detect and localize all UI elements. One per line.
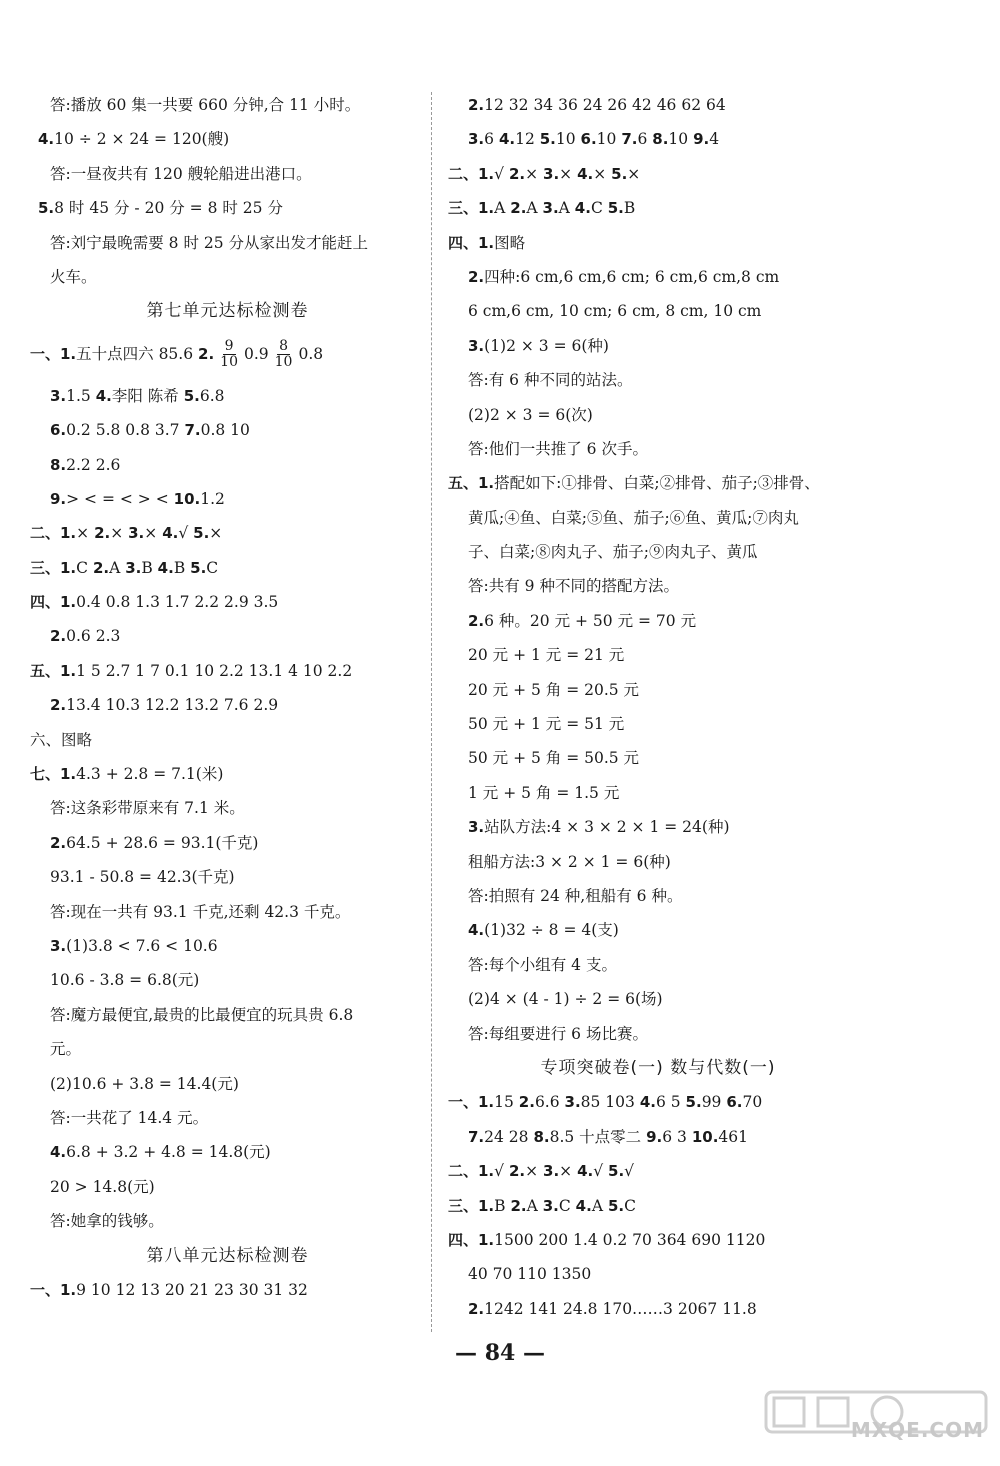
answer-line <box>30 1204 425 1238</box>
question-number: 3. <box>468 130 485 149</box>
answer-line <box>30 619 425 653</box>
answer-line <box>30 1273 425 1307</box>
answer-text: × <box>525 1162 544 1181</box>
answer-text: B <box>623 199 636 218</box>
question-number: 四、1. <box>448 233 495 252</box>
answer-line <box>448 363 868 397</box>
answer-text: 1 5 2.7 1 7 0.1 10 2.2 13.1 4 10 2.2 <box>76 661 353 680</box>
answer-line <box>30 1135 425 1169</box>
answer-line <box>448 948 868 982</box>
answer-line <box>448 1189 868 1223</box>
question-number: 5. <box>193 524 210 543</box>
answer-line <box>448 879 868 913</box>
answer-text: (1)3.8 < 7.6 < 10.6 <box>66 936 218 955</box>
answer-line <box>448 673 868 707</box>
answer-line <box>448 845 868 879</box>
answer-text: 461 <box>718 1127 748 1146</box>
answer-text: 1500 200 1.4 0.2 70 364 690 1120 <box>494 1230 766 1249</box>
answer-text: 40 70 110 1350 <box>468 1265 592 1284</box>
answer-line <box>448 1017 868 1051</box>
answer-text: 答:刘宁最晚需要 8 时 25 分从家出发才能赶上 <box>50 233 369 252</box>
answer-text: 六、图略 <box>30 730 93 749</box>
question-number: 8. <box>533 1127 550 1146</box>
answer-line <box>448 294 868 328</box>
answer-text: √ <box>494 1162 509 1181</box>
answer-line <box>30 260 425 294</box>
answer-text: 1.5 <box>66 386 96 405</box>
answer-text: √ <box>178 524 194 543</box>
answer-text: 答:有 6 种不同的站法。 <box>468 371 633 390</box>
answer-line <box>30 723 425 757</box>
answer-text: C <box>590 199 608 218</box>
question-number: 2. <box>468 267 485 286</box>
answer-text: 1 元 + 5 角 = 1.5 元 <box>468 783 620 802</box>
answer-text: √ <box>624 1162 635 1181</box>
answer-text: 70 <box>742 1093 763 1112</box>
answer-text: √ <box>494 164 509 183</box>
answer-text: 1.2 <box>200 489 225 508</box>
answer-text: 10.6 - 3.8 = 6.8(元) <box>50 971 200 990</box>
answer-text: 答:一共花了 14.4 元。 <box>50 1108 209 1127</box>
answer-line <box>448 1154 868 1188</box>
question-number: 9. <box>646 1127 663 1146</box>
question-number: 5. <box>190 558 207 577</box>
answer-line <box>30 329 425 379</box>
answer-line <box>30 1101 425 1135</box>
section-heading: 第八单元达标检测卷 <box>146 1245 309 1266</box>
question-number: 2. <box>468 1299 485 1318</box>
answer-text: × <box>593 164 612 183</box>
question-number: 2. <box>92 558 110 577</box>
answer-text: 站队方法:4 × 3 × 2 × 1 = 24(种) <box>484 818 730 837</box>
answer-line <box>448 776 868 810</box>
question-number: 五、1. <box>30 661 77 680</box>
answer-text: (2)4 × (4 - 1) ÷ 2 = 6(场) <box>468 990 663 1009</box>
question-number: 2. <box>468 96 485 114</box>
question-number: 3. <box>125 558 142 577</box>
answer-text: 4 <box>709 130 720 149</box>
answer-line <box>30 895 425 929</box>
question-number: 4. <box>38 130 55 149</box>
question-number: 5. <box>38 199 55 218</box>
answer-text: A <box>558 199 575 218</box>
answer-line <box>448 157 868 191</box>
answer-text: 6 <box>484 130 499 149</box>
answer-text: (2)10.6 + 3.8 = 14.4(元) <box>50 1074 239 1093</box>
question-number: 3. <box>543 164 560 183</box>
answer-text: 黄瓜;④鱼、白菜;⑤鱼、茄子;⑥鱼、黄瓜;⑦肉丸 <box>468 508 799 527</box>
answer-text: 6.8 <box>199 386 225 405</box>
answer-text: 四种:6 cm,6 cm,6 cm; 6 cm,6 cm,8 cm <box>484 267 780 286</box>
answer-line <box>30 826 425 860</box>
answer-text: B <box>173 558 191 577</box>
question-number: 8. <box>50 455 67 474</box>
question-number: 五、1. <box>448 474 495 493</box>
answer-text: 1242 141 24.8 170……3 2067 11.8 <box>484 1299 757 1318</box>
answer-line <box>448 1257 868 1291</box>
question-number: 5. <box>607 1196 625 1215</box>
answer-text: 64.5 + 28.6 = 93.1(千克) <box>66 833 259 852</box>
answer-text: 24 28 <box>484 1127 534 1146</box>
question-number: 三、1. <box>30 558 77 577</box>
section-heading: 专项突破卷(一) 数与代数(一) <box>540 1057 776 1078</box>
question-number: 四、1. <box>30 593 77 612</box>
answer-text: 答:她拿的钱够。 <box>50 1212 164 1231</box>
answer-text: × <box>627 164 641 183</box>
answer-text: > < = < > < <box>66 489 174 508</box>
answer-line <box>448 982 868 1016</box>
fraction <box>275 339 293 370</box>
answer-text: 答:现在一共有 93.1 千克,还剩 42.3 千克。 <box>50 902 351 921</box>
answer-line <box>30 1032 425 1066</box>
answer-text: 20 > 14.8(元) <box>50 1177 155 1196</box>
answer-text: 答:他们一共推了 6 次手。 <box>468 439 648 458</box>
answer-text: 答:每个小组有 4 支。 <box>468 955 617 974</box>
answer-text: 答:魔方最便宜,最贵的比最便宜的玩具贵 6.8 <box>50 1005 354 1024</box>
answer-line <box>30 688 425 722</box>
fraction-denominator: 10 <box>220 354 238 371</box>
answer-text: 4.3 + 2.8 = 7.1(米) <box>76 765 224 784</box>
answer-text: 20 元 + 5 角 = 20.5 元 <box>468 680 640 699</box>
answer-text: 50 元 + 5 角 = 50.5 元 <box>468 749 640 768</box>
answer-text: 6 种。20 元 + 50 元 = 70 元 <box>484 611 697 630</box>
answer-text: 答:每组要进行 6 场比赛。 <box>468 1024 648 1043</box>
answer-text: 0.8 10 <box>200 421 250 440</box>
question-number: 三、1. <box>448 199 495 218</box>
answer-text: 6 5 <box>655 1093 686 1112</box>
question-number: 2. <box>50 696 67 715</box>
answer-line <box>448 913 868 947</box>
question-number: 3. <box>128 524 145 543</box>
question-number: 2. <box>50 627 67 646</box>
question-number: 8. <box>652 130 669 149</box>
answer-line <box>30 757 425 791</box>
question-number: 4. <box>639 1093 656 1112</box>
answer-text: A <box>526 199 543 218</box>
question-number: 6. <box>50 421 67 440</box>
answer-text: (2)2 × 3 = 6(次) <box>468 405 593 424</box>
answer-line <box>30 791 425 825</box>
answer-text: 答:共有 9 种不同的搭配方法。 <box>468 577 679 596</box>
answer-text: 50 元 + 1 元 = 51 元 <box>468 715 625 734</box>
answer-line <box>448 1120 868 1154</box>
answer-line <box>30 413 425 447</box>
answer-text: 93.1 - 50.8 = 42.3(千克) <box>50 868 235 887</box>
answer-text: 答:这条彩带原来有 7.1 米。 <box>50 799 245 818</box>
answer-text: 图略 <box>494 233 526 252</box>
answer-line <box>30 860 425 894</box>
answer-text: 0.4 0.8 1.3 1.7 2.2 2.9 3.5 <box>76 593 279 612</box>
answer-line <box>30 654 425 688</box>
question-number: 3. <box>468 336 485 355</box>
question-number: 3. <box>543 1162 560 1181</box>
question-number: 10. <box>691 1127 719 1146</box>
answer-line <box>448 741 868 775</box>
answer-line <box>448 569 868 603</box>
question-number: 4. <box>157 558 174 577</box>
answer-line <box>448 398 868 432</box>
answer-text: × <box>559 164 578 183</box>
answer-line <box>448 260 868 294</box>
answer-line <box>30 448 425 482</box>
answer-text: 12 32 34 36 24 26 42 46 62 64 <box>484 96 726 114</box>
question-number: 4. <box>577 164 594 183</box>
answer-text: (1)32 ÷ 8 = 4(支) <box>484 921 619 940</box>
answer-text: C <box>206 558 219 577</box>
answer-line <box>30 998 425 1032</box>
answer-text: C <box>624 1196 636 1215</box>
answer-text: 99 <box>701 1093 727 1112</box>
question-number: 5. <box>607 199 624 218</box>
answer-line <box>30 379 425 413</box>
question-number: 3. <box>564 1093 581 1112</box>
question-number: 5. <box>685 1093 702 1112</box>
page-number: — 84 — <box>455 1340 545 1366</box>
answer-text: 子、白菜;⑧肉丸子、茄子;⑨肉丸子、黄瓜 <box>468 543 758 562</box>
answer-line <box>30 88 425 122</box>
answer-text: B <box>494 1196 511 1215</box>
question-number: 2. <box>510 1196 527 1215</box>
question-number: 6. <box>580 130 597 149</box>
answer-line <box>448 810 868 844</box>
question-number: 10. <box>173 489 201 508</box>
answer-text: × <box>559 1162 578 1181</box>
fraction <box>220 339 238 370</box>
answer-text: A <box>109 558 126 577</box>
question-number: 3. <box>542 1196 559 1215</box>
answer-line <box>30 551 425 585</box>
answer-line <box>448 1085 868 1119</box>
answer-text: 火车。 <box>50 267 97 286</box>
answer-text: × <box>110 524 129 543</box>
answer-line <box>30 516 425 550</box>
answer-line <box>30 929 425 963</box>
answer-text: 6.8 + 3.2 + 4.8 = 14.8(元) <box>66 1143 271 1162</box>
question-number: 2. <box>198 344 215 363</box>
answer-line <box>448 466 868 500</box>
answer-line <box>448 501 868 535</box>
question-number: 7. <box>621 130 638 149</box>
answer-text: 6 <box>637 130 653 149</box>
question-number: 3. <box>50 936 67 955</box>
question-number: 4. <box>577 1162 594 1181</box>
question-number: 2. <box>468 611 485 630</box>
answer-text: √ <box>593 1162 609 1181</box>
answer-text: 85 103 <box>580 1093 640 1112</box>
question-number: 7. <box>468 1127 485 1146</box>
answer-text: 10 ÷ 2 × 24 = 120(艘) <box>54 130 230 149</box>
answer-text: 10 <box>555 130 581 149</box>
answer-line <box>448 432 868 466</box>
question-number: 5. <box>539 130 556 149</box>
question-number: 4. <box>575 1196 592 1215</box>
answer-text: 9 10 12 13 20 21 23 30 31 32 <box>76 1280 308 1299</box>
question-number: 5. <box>611 164 628 183</box>
answer-text: 13.4 10.3 12.2 13.2 7.6 2.9 <box>66 696 279 715</box>
answer-text: 6 cm,6 cm, 10 cm; 6 cm, 8 cm, 10 cm <box>468 302 762 321</box>
answer-line <box>448 191 868 225</box>
answer-line <box>30 1067 425 1101</box>
question-number: 二、1. <box>30 524 77 543</box>
answer-text: × <box>525 164 544 183</box>
answer-line <box>448 638 868 672</box>
answer-line <box>448 88 868 122</box>
answer-text: A <box>526 1196 543 1215</box>
answer-text: 0.2 5.8 0.8 3.7 <box>66 421 185 440</box>
question-number: 2. <box>94 524 111 543</box>
answer-text: 10 <box>668 130 694 149</box>
question-number: 四、1. <box>448 1230 495 1249</box>
answer-line <box>30 226 425 260</box>
question-number: 2. <box>50 833 67 852</box>
fraction-numerator: 8 <box>279 338 289 355</box>
answer-text: (1)2 × 3 = 6(种) <box>484 336 609 355</box>
question-number: 9. <box>50 489 67 508</box>
answer-line <box>448 329 868 363</box>
section-heading: 第七单元达标检测卷 <box>146 301 309 322</box>
answer-text: A <box>591 1196 608 1215</box>
question-number: 2. <box>518 1093 535 1112</box>
answer-text: 答:播放 60 集一共要 660 分钟,合 11 小时。 <box>50 96 361 114</box>
answer-text: 8 时 45 分 - 20 分 = 8 时 25 分 <box>54 199 283 218</box>
question-number: 4. <box>95 386 112 405</box>
question-number: 3. <box>468 818 485 837</box>
answer-line <box>448 1292 868 1326</box>
answer-line <box>448 535 868 569</box>
left-column <box>30 88 425 1307</box>
answer-line <box>448 1223 868 1257</box>
fraction-numerator: 9 <box>224 338 234 355</box>
answer-text: 元。 <box>50 1040 82 1059</box>
answer-text: × <box>76 524 95 543</box>
question-number: 5. <box>183 386 200 405</box>
answer-text: 搭配如下:①排骨、白菜;②排骨、茄子;③排骨、 <box>494 474 820 493</box>
answer-text: 20 元 + 1 元 = 21 元 <box>468 646 625 665</box>
question-number: 二、1. <box>448 164 495 183</box>
answer-text: C <box>558 1196 576 1215</box>
question-number: 4. <box>162 524 179 543</box>
answer-text: 12 <box>515 130 540 149</box>
answer-line <box>448 707 868 741</box>
answer-line <box>30 482 425 516</box>
answer-line <box>30 585 425 619</box>
question-number: 三、1. <box>448 1196 495 1215</box>
question-number: 5. <box>608 1162 625 1181</box>
question-number: 7. <box>184 421 201 440</box>
question-number: 4. <box>50 1143 67 1162</box>
answer-line <box>30 122 425 156</box>
question-number: 2. <box>508 1162 526 1181</box>
question-number: 4. <box>468 921 485 940</box>
right-column <box>448 88 868 1326</box>
question-number: 一、1. <box>448 1093 495 1112</box>
watermark-text: MXQE.COM <box>850 1418 984 1442</box>
answer-text: 0.8 <box>298 344 324 363</box>
question-number: 3. <box>542 199 559 218</box>
column-divider <box>431 92 432 1332</box>
answer-text: B <box>141 558 158 577</box>
question-number: 一、1. <box>30 1280 77 1299</box>
watermark-logo <box>762 1388 990 1452</box>
answer-text: 2.2 2.6 <box>66 455 121 474</box>
answer-line <box>30 963 425 997</box>
answer-line <box>448 604 868 638</box>
answer-line <box>448 226 868 260</box>
answer-line <box>30 191 425 225</box>
answer-text: 租船方法:3 × 2 × 1 = 6(种) <box>468 852 671 871</box>
question-number: 6. <box>726 1093 743 1112</box>
question-number: 一、1. <box>30 344 77 363</box>
answer-line <box>448 122 868 156</box>
answer-text: 0.6 2.3 <box>66 627 121 646</box>
question-number: 3. <box>50 386 67 405</box>
question-number: 9. <box>693 130 710 149</box>
question-number: 2. <box>510 199 527 218</box>
answer-text: A <box>494 199 511 218</box>
answer-line <box>30 157 425 191</box>
answer-text: 0.9 <box>243 344 269 363</box>
answer-text: C <box>76 558 93 577</box>
question-number: 二、1. <box>448 1162 495 1181</box>
answer-text: 答:一昼夜共有 120 艘轮船进出港口。 <box>50 164 312 183</box>
fraction-denominator: 10 <box>274 354 293 371</box>
answer-text: 五十点四六 85.6 <box>76 344 199 363</box>
answer-text: 10 <box>596 130 622 149</box>
answer-text: 答:拍照有 24 种,租船有 6 种。 <box>468 886 683 905</box>
answer-text: 8.5 十点零二 <box>549 1127 647 1146</box>
question-number: 4. <box>574 199 591 218</box>
answer-text: 6 3 <box>662 1127 692 1146</box>
question-number: 2. <box>508 164 526 183</box>
question-number: 4. <box>498 130 516 149</box>
answer-line <box>30 1170 425 1204</box>
question-number: 七、1. <box>30 765 77 784</box>
answer-text: × <box>209 524 223 543</box>
answer-text: × <box>144 524 163 543</box>
answer-text: 15 <box>494 1093 519 1112</box>
answer-text: 李阳 陈希 <box>111 386 184 405</box>
answer-text: 6.6 <box>534 1093 565 1112</box>
